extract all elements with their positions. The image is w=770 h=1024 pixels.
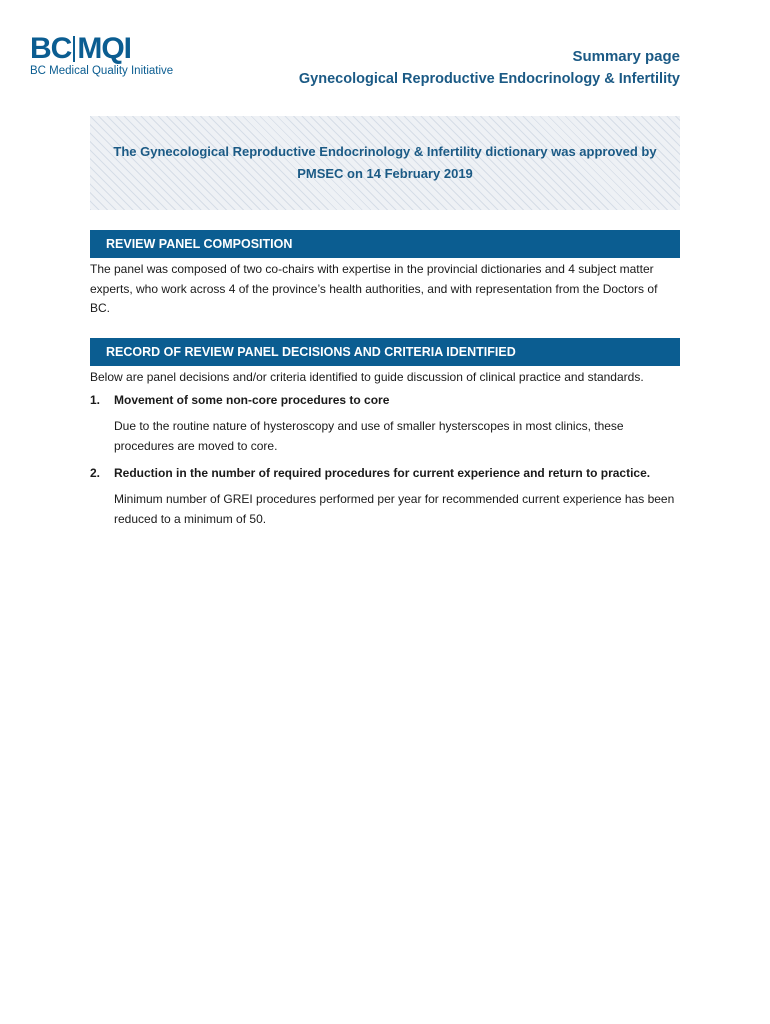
logo-divider (73, 36, 75, 62)
page-title: Summary page (572, 48, 680, 65)
decision-item-body: Minimum number of GREI procedures performed per year for recommended current experience has been reduced to a minimum of 50. (114, 492, 675, 526)
record-intro-text: Below are panel decisions and/or criteria identified to guide discussion of clinical practice and standards. (90, 370, 644, 384)
logo-mqi-text: MQI (77, 32, 132, 65)
section-heading-panel-composition: REVIEW PANEL COMPOSITION (90, 230, 680, 258)
decision-item-title: Movement of some non-core procedures to core (114, 393, 390, 407)
section-heading-record-decisions: RECORD OF REVIEW PANEL DECISIONS AND CRITERIA IDENTIFIED (90, 338, 680, 366)
decision-item-title: Reduction in the number of required procedures for current experience and return to practice. (114, 466, 651, 480)
logo-wordmark (30, 34, 190, 64)
approval-line-2: PMSEC on 14 February 2019 (297, 166, 473, 181)
decision-item-body: Due to the routine nature of hysteroscopy and use of smaller hysterscopes in most clinics, these procedures are moved to core. (114, 419, 624, 453)
decision-item-number: 2. (90, 466, 101, 480)
panel-composition-text: The panel was composed of two co-chairs with expertise in the provincial dictionaries and 4 subject matter experts, who work across 4 of the province’s health authorities, and with representation from the Doctors of BC. (90, 262, 658, 315)
approval-line-1: The Gynecological Reproductive Endocrinology & Infertility dictionary was approved by (113, 144, 657, 159)
logo-bc-text: BC (30, 32, 72, 65)
approval-text (105, 141, 665, 185)
page-header (299, 46, 680, 90)
approval-callout (90, 116, 680, 210)
bcmqi-logo (30, 34, 190, 80)
logo-tagline: BC Medical Quality Initiative (30, 65, 174, 77)
decision-item-number: 1. (90, 393, 101, 407)
page-subtitle: Gynecological Reproductive Endocrinology & Infertility (298, 71, 680, 87)
